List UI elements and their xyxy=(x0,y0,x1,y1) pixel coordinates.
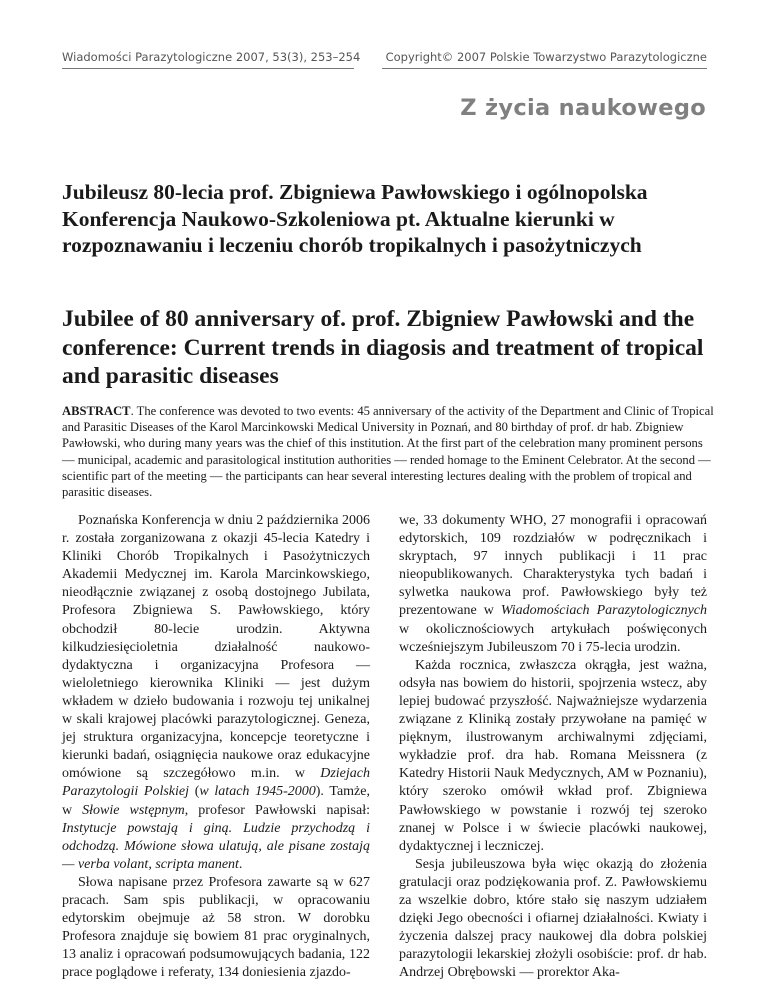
text-run: ( xyxy=(189,784,200,800)
copyright-notice: Copyright© 2007 Polskie Towarzystwo Parazytologiczne xyxy=(382,50,707,69)
abstract xyxy=(62,403,714,500)
section-title: Z życia naukowego xyxy=(460,95,706,121)
text-run: w okolicznościowych artykułach poświęconych wcześniejszym Jubileuszom 70 i 75-lecia urodzin. xyxy=(399,621,707,655)
italic-text-run: Wiadomościach Parazytologicznych xyxy=(500,603,708,619)
text-run: ). Tamże, w xyxy=(62,784,370,818)
article-title-english: Jubilee of 80 anniversary of. prof. Zbigniew Pawłowski and the conference: Current trends in diagosis and treatment of tropical and parasitic diseases xyxy=(62,306,704,389)
italic-text-run: Słowie wstępnym xyxy=(82,802,185,818)
article-title-polish: Jubileusz 80-lecia prof. Zbigniewa Pawłowskiego i ogólnopolska Konferencja Naukowo-Szkoleniowa pt. Aktualne kierunki w rozpoznawaniu i leczeniu chorób tropikalnych i pasożytniczych xyxy=(62,180,648,257)
body-column-left xyxy=(62,512,370,982)
body-paragraph: Słowa napisane przez Profesora zawarte są w 627 pracach. Sam spis publikacji, w opracowaniu edytorskim obejmuje aż 58 stron. W dorobku Profesora znajduje się bowiem 81 prac oryginalnych, 13 analiz i opracowań podsumowujących badania, 122 prace poglądowe i referaty, 134 doniesienia zjazdo- xyxy=(62,874,370,981)
italic-text-run: Dziejach Parazytologii Polskiej xyxy=(62,766,370,800)
italic-text-run: Instytucje powstają i giną. Ludzie przychodzą i odchodzą. Mówione słowa ulatują, ale pisane zostają — verba volant, scripta manent xyxy=(62,820,370,872)
text-run: Poznańska Konferencja w dniu 2 października 2006 r. została zorganizowana z okazji 45-lecia Katedry i Kliniki Chorób Tropikalnych i Pasożytniczych Akademii Medycznej im. Karola Marcinkowskiego, nieodłącznie związanej z osobą dostojnego Jubilata, Profesora Zbigniewa S. Pawłowskiego, który obchodził 80-lecie urodzin. Aktywna kilkudziesięcioletnia działalność naukowo-dydaktyczna i organizacyjna Profesora — wieloletniego kierownika Kliniki — jest dużym wkładem w dzieło budowania i rozwoju tej unikalnej w skali krajowej placówki parazytologicznej. Geneza, jej struktura organizacyjna, koncepcje teoretyczne i kierunki badań, osiągnięcia naukowe oraz edukacyjne omówione są szczegółowo m.in. w xyxy=(62,513,370,782)
body-paragraph xyxy=(399,512,707,657)
abstract-text: . The conference was devoted to two events: 45 anniversary of the activity of the Department and Clinic of Tropical and Parasitic Diseases of the Karol Marcinkowski Medical University in Poznań, and 80 birthday of prof. dr hab. Zbigniew Pawłowski, who during many years was the chief of this institution. At the first part of the celebration many prominent persons — municipal, academic and parasitological institution authorities — rended homage to the Eminent Celebrator. At the second — scientific part of the meeting — the participants can hear several interesting lectures dealing with the problem of tropical and parasitic diseases. xyxy=(62,404,714,500)
text-run: , profesor Pawłowski napisał: xyxy=(184,802,370,818)
italic-text-run: w latach 1945-2000 xyxy=(199,784,316,800)
body-paragraph xyxy=(62,512,370,874)
body-column-right xyxy=(399,512,707,982)
journal-citation: Wiadomości Parazytologiczne 2007, 53(3), 253–254 xyxy=(62,50,354,69)
body-paragraph: Każda rocznica, zwłaszcza okrągła, jest ważna, odsyła nas bowiem do historii, spojrzenia wstecz, aby lepiej budować przyszłość. Najważniejsze wydarzenia związane z Kliniką zostały przywołane na pamięć w pięknym, ilustrowanym archiwalnymi zdjęciami, wykładzie prof. dra hab. Romana Meissnera (z Katedry Historii Nauk Medycznych, AM w Poznaniu), który szeroko omówił wkład prof. Zbigniewa Pawłowskiego w powstanie i rozwój tej szeroko znanej w Polsce i w świecie placówki naukowej, dydaktycznej i leczniczej. xyxy=(399,657,707,854)
abstract-label: ABSTRACT xyxy=(62,404,131,418)
body-paragraph: Sesja jubileuszowa była więc okazją do złożenia gratulacji oraz podziękowania prof. Z. Pawłowskiemu za wszelkie dobro, które stało się naszym udziałem dzięki Jego obecności i ofiarnej działalności. Kwiaty i życzenia dalszej pracy naukowej dla dobra polskiej parazytologii lekarskiej złożyli osobiście: prof. dr hab. Andrzej Obrębowski — prorektor Aka- xyxy=(399,856,707,981)
text-run: we, 33 dokumenty WHO, 27 monografii i opracowań edytorskich, 109 rozdziałów w podręcznikach i skryptach, 97 innych publikacji i 11 prac nieopublikowanych. Charakterystyka tych badań i sylwetka naukowa prof. Pawłowskiego były też prezentowane w xyxy=(399,513,707,619)
text-run: . xyxy=(238,856,243,872)
